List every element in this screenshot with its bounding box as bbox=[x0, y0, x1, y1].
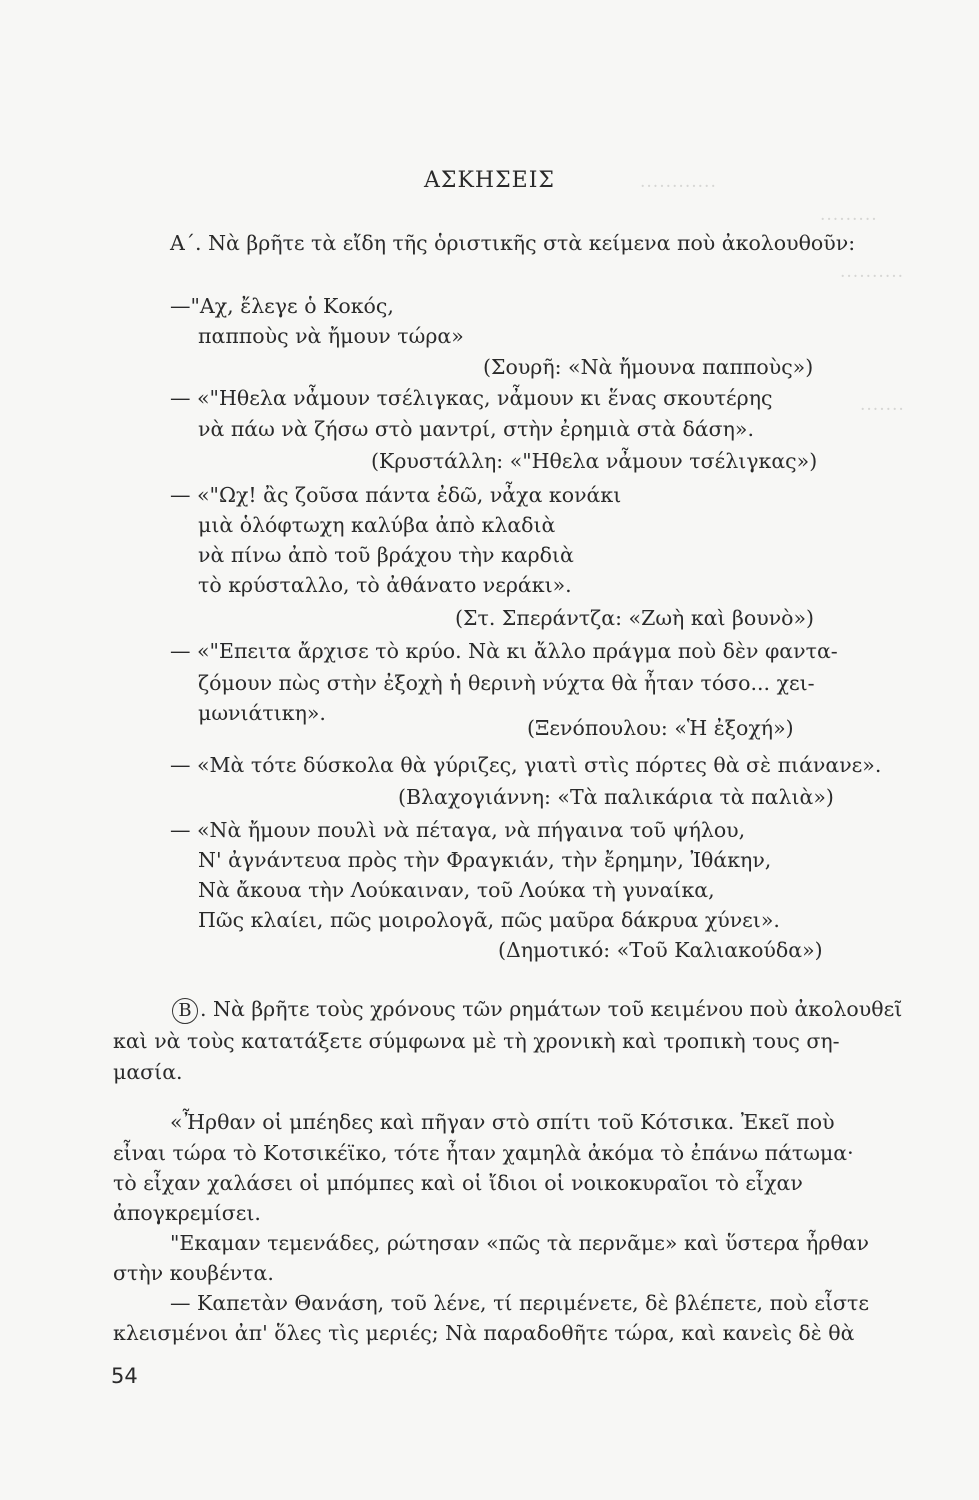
text-line: ἀπογκρεμίσει. bbox=[113, 1201, 261, 1225]
quote-line: Ν' ἀγνάντευα πρὸς τὴν Φραγκιάν, τὴν ἔρημην, Ἰθάκην, bbox=[198, 848, 772, 872]
quote-line: — «Νὰ ἤμουν πουλὶ νὰ πέταγα, νὰ πήγαινα τοῦ ψήλου, bbox=[170, 818, 746, 842]
text-line: τὸ εἶχαν χαλάσει οἱ μπόμπες καὶ οἱ ἴδιοι οἱ νοικοκυραῖοι τὸ εἶχαν bbox=[113, 1171, 803, 1195]
exercise-b-marker: Β bbox=[172, 998, 198, 1024]
quote-line: τὸ κρύσταλλο, τὸ ἀθάνατο νεράκι». bbox=[198, 573, 572, 597]
bleed-through-text: ............ bbox=[640, 172, 717, 192]
quote-source: (Σουρῆ: «Νὰ ἤμουνα παπποὺς») bbox=[483, 355, 814, 379]
exercise-b-instruction-line: . Νὰ βρῆτε τοὺς χρόνους τῶν ρημάτων τοῦ κειμένου ποὺ ἀκολουθεῖ bbox=[200, 997, 903, 1021]
text-line: «Ἦρθαν οἱ μπέηδες καὶ πῆγαν στὸ σπίτι τοῦ Κότσικα. Ἐκεῖ ποὺ bbox=[170, 1110, 835, 1134]
exercise-b-instruction-line: μασία. bbox=[113, 1060, 183, 1084]
bleed-through-text: ......... bbox=[820, 205, 878, 225]
page-number: 54 bbox=[111, 1364, 138, 1388]
quote-source: (Βλαχογιάννη: «Τὰ παλικάρια τὰ παλιὰ») bbox=[398, 785, 834, 809]
text-line: εἶναι τώρα τὸ Κοτσικέϊκο, τότε ἦταν χαμηλὰ ἀκόμα τὸ ἐπάνω πάτωμα· bbox=[113, 1141, 854, 1165]
quote-source: (Στ. Σπεράντζα: «Ζωὴ καὶ βουνὸ») bbox=[455, 606, 815, 630]
exercise-b-instruction bbox=[172, 998, 902, 1024]
quote-source: (Κρυστάλλη: «"Ηθελα νἆμουν τσέλιγκας») bbox=[371, 449, 818, 473]
bleed-through-text: ....... bbox=[860, 395, 905, 415]
bleed-through-text: .......... bbox=[840, 262, 905, 282]
quote-line: — «"Ηθελα νἆμουν τσέλιγκας, νἆμουν κι ἕνας σκουτέρης bbox=[170, 386, 773, 410]
quote-line: Πῶς κλαίει, πῶς μοιρολογᾶ, πῶς μαῦρα δάκρυα χύνει». bbox=[198, 908, 780, 932]
exercise-a-instruction: Α΄. Νὰ βρῆτε τὰ εἴδη τῆς ὁριστικῆς στὰ κείμενα ποὺ ἀκολουθοῦν: bbox=[170, 231, 856, 255]
text-line: — Καπετὰν Θανάση, τοῦ λένε, τί περιμένετε, δὲ βλέπετε, ποὺ εἶστε bbox=[170, 1291, 870, 1315]
quote-line: — «"Ωχ! ἂς ζοῦσα πάντα ἐδῶ, νἆχα κονάκι bbox=[170, 483, 622, 507]
quote-line: —"Αχ, ἔλεγε ὁ Κοκός, bbox=[170, 294, 394, 318]
quote-source: (Δημοτικό: «Τοῦ Καλιακούδα») bbox=[498, 938, 823, 962]
quote-line: Νὰ ἄκουα τὴν Λούκαιναν, τοῦ Λούκα τὴ γυναίκα, bbox=[198, 878, 715, 902]
quote-line: μωνιάτικη». bbox=[198, 701, 326, 725]
quote-line: μιὰ ὁλόφτωχη καλύβα ἀπὸ κλαδιὰ bbox=[198, 513, 556, 537]
quote-line: νὰ πίνω ἀπὸ τοῦ βράχου τὴν καρδιὰ bbox=[198, 543, 574, 567]
quote-source: (Ξενόπουλου: «Ἡ ἐξοχή») bbox=[527, 716, 794, 740]
text-line: στὴν κουβέντα. bbox=[113, 1261, 274, 1285]
quote-line: νὰ πάω νὰ ζήσω στὸ μαντρί, στὴν ἐρημιὰ στὰ δάση». bbox=[198, 417, 754, 441]
page-title: ΑΣΚΗΣΕΙΣ bbox=[424, 168, 555, 193]
quote-line: — «Μὰ τότε δύσκολα θὰ γύριζες, γιατὶ στὶς πόρτες θὰ σὲ πιάνανε». bbox=[170, 753, 882, 777]
text-line: "Εκαμαν τεμενάδες, ρώτησαν «πῶς τὰ περνᾶμε» καὶ ὕστερα ἦρθαν bbox=[170, 1231, 869, 1255]
quote-line: παπποὺς νὰ ἤμουν τώρα» bbox=[198, 324, 464, 348]
exercise-b-instruction-line: καὶ νὰ τοὺς κατατάξετε σύμφωνα μὲ τὴ χρονικὴ καὶ τροπικὴ τους ση- bbox=[113, 1029, 840, 1053]
text-line: κλεισμένοι ἀπ' ὅλες τὶς μεριές; Νὰ παραδοθῆτε τώρα, καὶ κανεὶς δὲ θὰ bbox=[113, 1321, 855, 1345]
quote-line: ζόμουν πὼς στὴν ἐξοχὴ ἡ θερινὴ νύχτα θὰ ἦταν τόσο... χει- bbox=[198, 671, 815, 695]
quote-line: — «"Επειτα ἄρχισε τὸ κρύο. Νὰ κι ἄλλο πράγμα ποὺ δὲν φαντα- bbox=[170, 639, 838, 663]
